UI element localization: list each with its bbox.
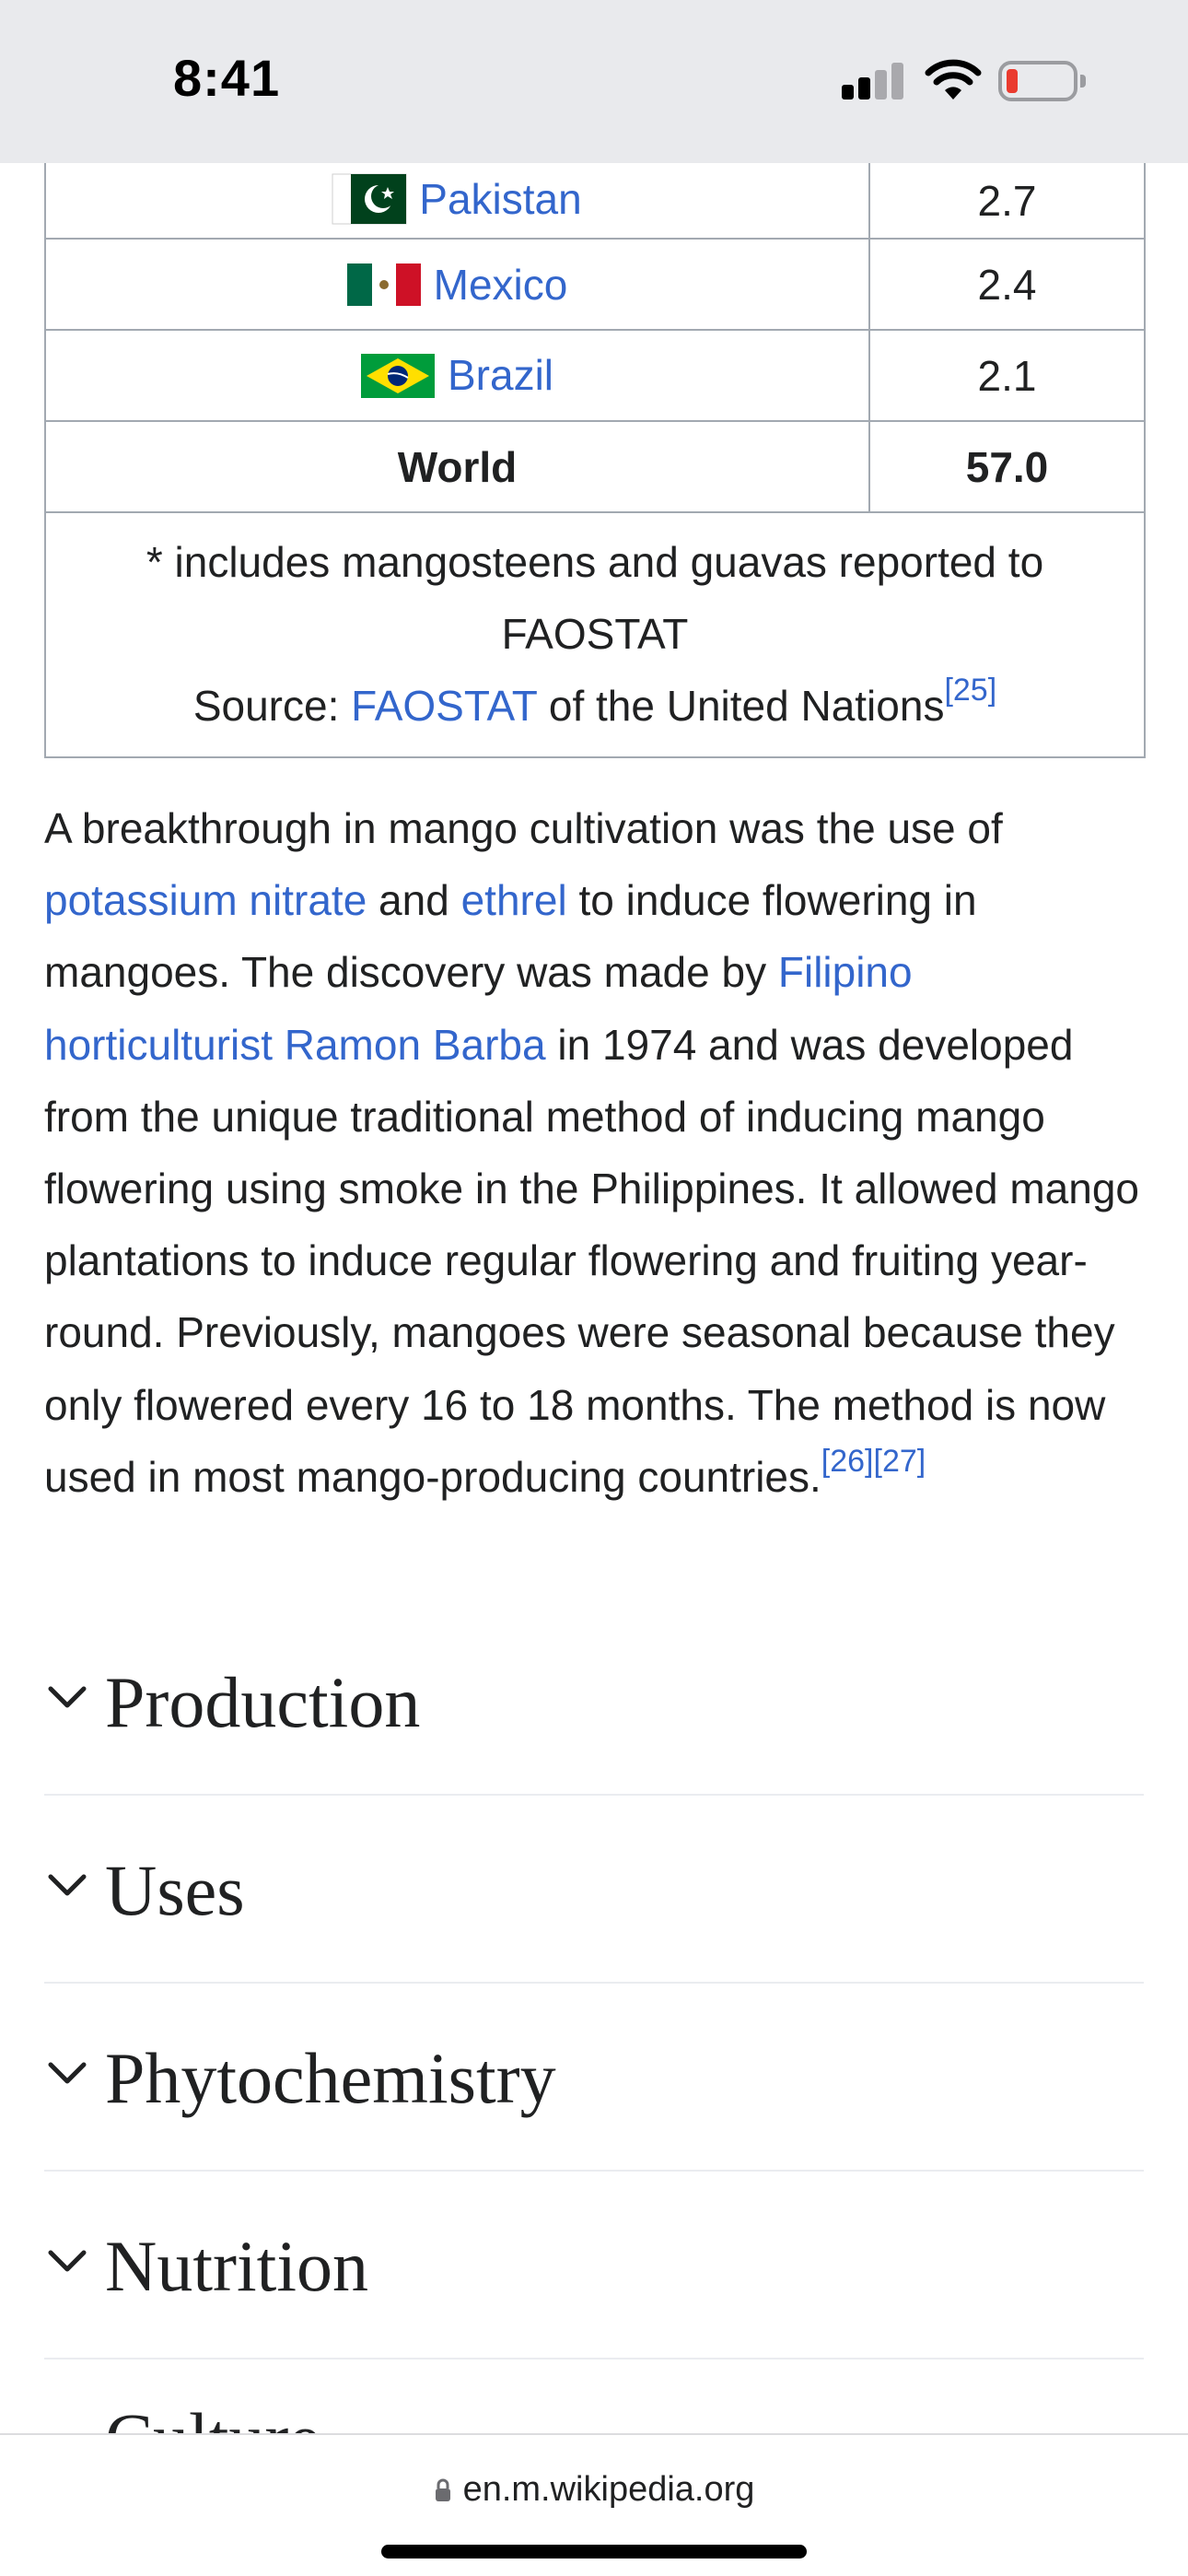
value-cell: 2.1	[869, 330, 1145, 421]
table-note	[45, 512, 1145, 757]
total-value: 57.0	[869, 421, 1145, 512]
url-display[interactable]	[0, 2470, 1188, 2510]
production-table	[44, 163, 1144, 758]
source-prefix: Source:	[192, 682, 352, 730]
total-label: World	[45, 421, 869, 512]
country-link[interactable]: Mexico	[433, 260, 568, 309]
table-row	[45, 163, 1145, 239]
section-title: Phytochemistry	[105, 2038, 556, 2118]
reference-link[interactable]: [27]	[873, 1443, 926, 1479]
section-production[interactable]	[44, 1608, 1144, 1796]
reference-link[interactable]: [25]	[944, 673, 997, 708]
source-suffix: of the United Nations	[537, 682, 945, 730]
section-title: Production	[105, 1662, 421, 1742]
battery-icon	[998, 61, 1085, 101]
brazil-flag-icon	[361, 354, 435, 398]
table-note-row	[45, 512, 1145, 757]
article-paragraph	[44, 792, 1149, 1513]
value-cell: 2.7	[869, 163, 1145, 239]
chevron-down-icon	[46, 1683, 88, 1711]
faostat-link[interactable]: FAOSTAT	[351, 682, 538, 730]
wifi-icon	[925, 57, 982, 101]
chevron-down-icon	[46, 2059, 88, 2087]
table-row	[45, 239, 1145, 330]
country-link[interactable]: Brazil	[447, 351, 554, 400]
pakistan-flag-icon	[332, 174, 406, 224]
ethrel-link[interactable]: ethrel	[460, 876, 567, 925]
table-row	[45, 330, 1145, 421]
ramon-barba-link[interactable]: Filipino horticulturist Ramon Barba	[44, 948, 913, 1069]
potassium-nitrate-link[interactable]: potassium nitrate	[44, 876, 367, 925]
section-uses[interactable]	[44, 1796, 1144, 1984]
chevron-down-icon	[46, 1871, 88, 1899]
country-cell	[45, 163, 869, 239]
chevron-down-icon	[46, 2247, 88, 2275]
country-link[interactable]: Pakistan	[419, 174, 582, 223]
paragraph-text: to induce flowering in mangoes. The discovery was made by	[44, 876, 977, 997]
paragraph-text: and	[367, 876, 461, 925]
country-cell	[45, 330, 869, 421]
url-text: en.m.wikipedia.org	[462, 2470, 755, 2509]
paragraph-text: A breakthrough in mango cultivation was the use of	[44, 804, 1003, 852]
value-cell: 2.4	[869, 239, 1145, 330]
browser-address-bar[interactable]	[0, 2433, 1188, 2576]
section-culture-partial[interactable]	[105, 2412, 320, 2430]
country-cell	[45, 239, 869, 330]
table-total-row	[45, 421, 1145, 512]
home-indicator[interactable]	[381, 2545, 807, 2558]
section-title: Uses	[105, 1850, 245, 1930]
status-bar	[0, 0, 1188, 163]
note-text: * includes mangosteens and guavas reported to FAOSTAT	[146, 538, 1044, 658]
section-title: Nutrition	[105, 2226, 368, 2306]
cellular-signal-icon	[842, 63, 904, 100]
status-time: 8:41	[173, 49, 281, 107]
lock-icon	[434, 2478, 452, 2502]
reference-link[interactable]: [26]	[821, 1443, 874, 1479]
mexico-flag-icon	[347, 263, 421, 306]
section-phytochemistry[interactable]	[44, 1984, 1144, 2172]
section-nutrition[interactable]	[44, 2172, 1144, 2359]
paragraph-text: in 1974 and was developed from the unique traditional method of inducing mango flowering using smoke in the Philippines. It allowed mango plantations to induce regular flowering and fruiting year-round. Previously, mangoes were seasonal because they only flowered every 16 to 18 months. The method is now used in most mango-producing countries.	[44, 1020, 1139, 1501]
